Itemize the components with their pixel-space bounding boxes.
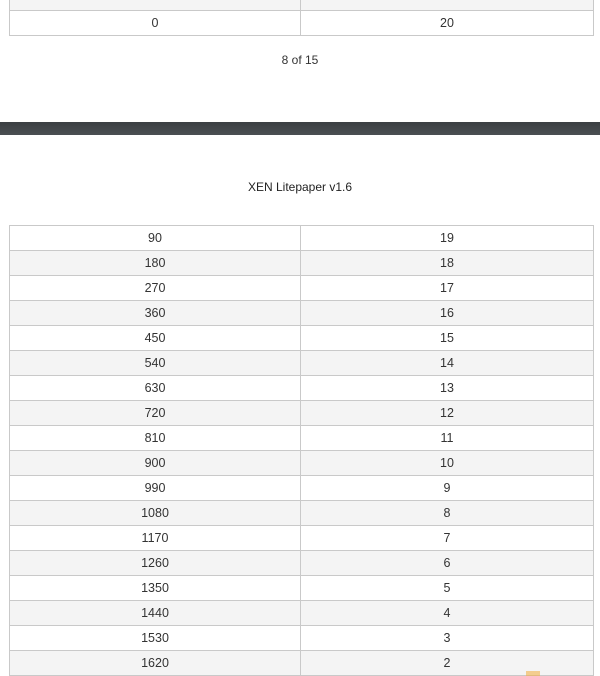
table-cell: 6	[301, 551, 594, 576]
table-row	[10, 651, 594, 676]
table-row	[10, 626, 594, 651]
data-table	[9, 225, 594, 676]
table-row	[10, 426, 594, 451]
table-cell: 20	[301, 11, 594, 36]
table-cell: 1350	[10, 576, 301, 601]
table-cell: 720	[10, 401, 301, 426]
table-cell: 5	[301, 576, 594, 601]
table-cell: 90	[10, 226, 301, 251]
table-cell: 3	[301, 626, 594, 651]
table-row	[10, 376, 594, 401]
table-row	[10, 501, 594, 526]
table-cell: 450	[10, 326, 301, 351]
table-cell: 360	[10, 301, 301, 326]
table-cell: 2	[301, 651, 594, 676]
table-cell: 810	[10, 426, 301, 451]
table-cell	[10, 0, 301, 11]
table-row	[10, 601, 594, 626]
previous-page-table	[9, 0, 594, 36]
table-cell: 18	[301, 251, 594, 276]
table-row	[10, 226, 594, 251]
table-cell: 15	[301, 326, 594, 351]
page-divider	[0, 122, 600, 135]
table-cell: 1620	[10, 651, 301, 676]
table-cell: 17	[301, 276, 594, 301]
watermark-logo	[526, 671, 540, 676]
table-row	[10, 526, 594, 551]
table-cell: 8	[301, 501, 594, 526]
table-body	[10, 226, 594, 676]
table-cell: 7	[301, 526, 594, 551]
table-row	[10, 326, 594, 351]
table-row-cut-off	[10, 0, 594, 11]
table-cell: 10	[301, 451, 594, 476]
table-cell: 9	[301, 476, 594, 501]
table-cell: 1170	[10, 526, 301, 551]
table-cell: 1260	[10, 551, 301, 576]
table-cell: 12	[301, 401, 594, 426]
table-cell: 0	[10, 11, 301, 36]
table-cell: 270	[10, 276, 301, 301]
table-cell: 19	[301, 226, 594, 251]
table-cell: 1440	[10, 601, 301, 626]
next-page	[0, 135, 600, 676]
table-cell: 900	[10, 451, 301, 476]
table-row	[10, 276, 594, 301]
table-cell: 13	[301, 376, 594, 401]
table-cell: 990	[10, 476, 301, 501]
table-row	[10, 451, 594, 476]
table-row	[10, 301, 594, 326]
table-cell: 1530	[10, 626, 301, 651]
table-cell: 1080	[10, 501, 301, 526]
table-cell: 16	[301, 301, 594, 326]
table-row	[10, 576, 594, 601]
table-row	[10, 401, 594, 426]
document-header: XEN Litepaper v1.6	[247, 180, 353, 194]
table-row	[10, 251, 594, 276]
table-row	[10, 351, 594, 376]
table-row	[10, 476, 594, 501]
previous-page	[0, 0, 600, 122]
page-number: 8 of 15	[281, 53, 319, 67]
table-cell: 540	[10, 351, 301, 376]
table-cell: 11	[301, 426, 594, 451]
table-cell: 180	[10, 251, 301, 276]
table-cell: 630	[10, 376, 301, 401]
table-cell	[301, 0, 594, 11]
table-cell: 14	[301, 351, 594, 376]
table-cell: 4	[301, 601, 594, 626]
table-row	[10, 551, 594, 576]
table-row	[10, 11, 594, 36]
